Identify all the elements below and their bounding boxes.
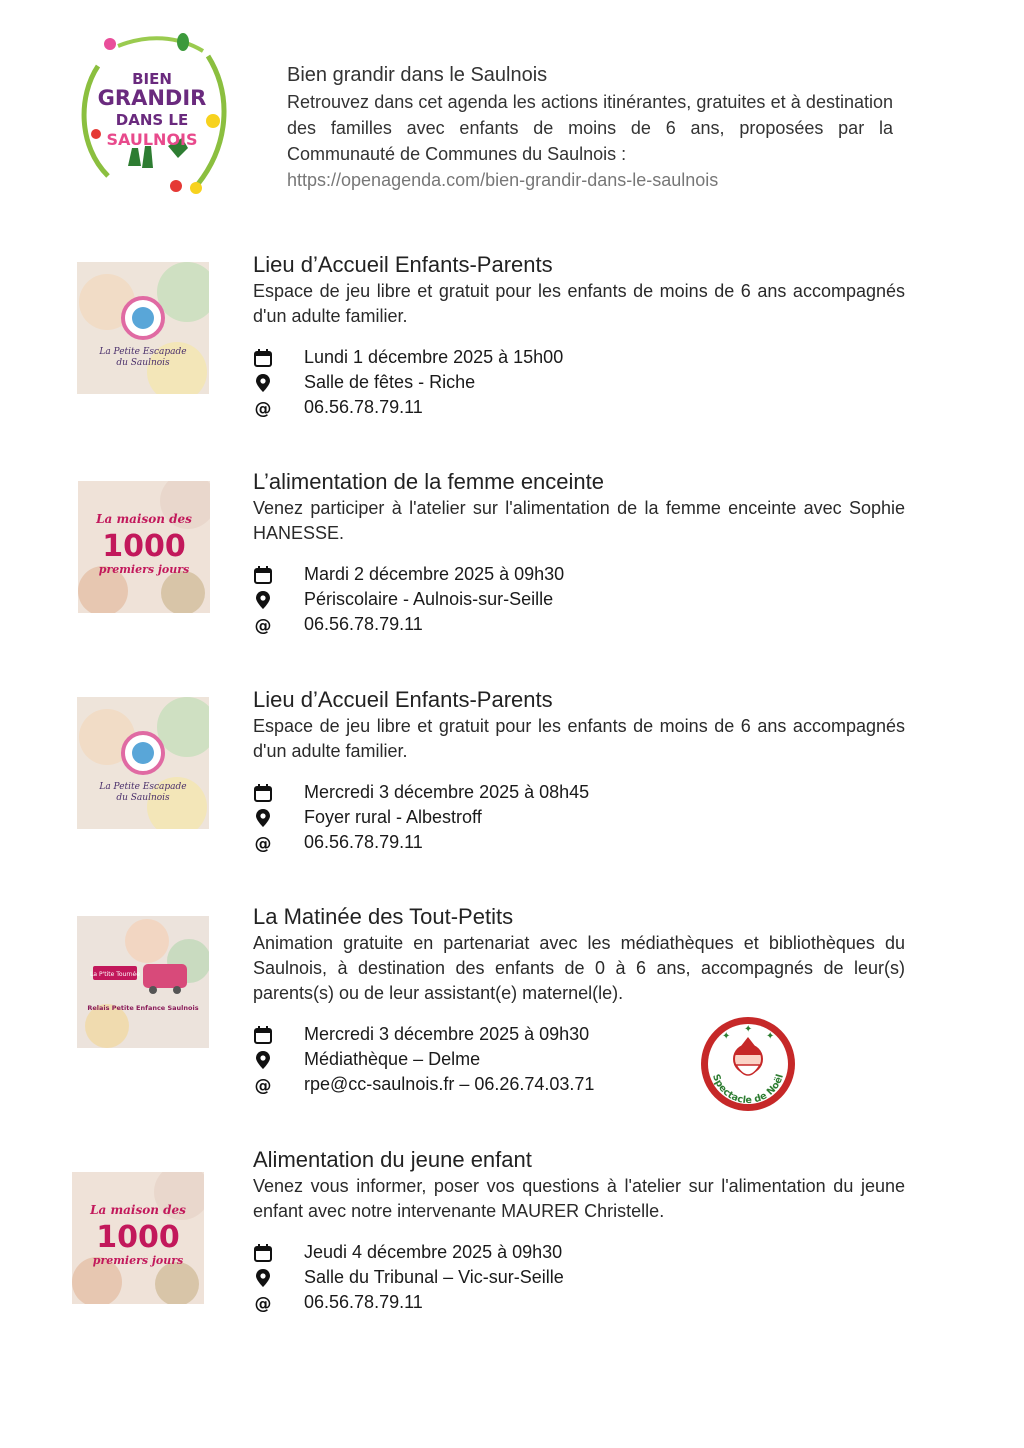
ptite-tournee-thumbnail: [77, 916, 209, 1048]
laep-thumbnail: [77, 262, 209, 394]
event-contact: 06.56.78.79.11: [304, 1292, 423, 1312]
svg-text:1000: 1000: [96, 1220, 180, 1255]
svg-text:1000: 1000: [102, 529, 186, 564]
logo-text-2: GRANDIR: [97, 86, 207, 110]
event-place: Foyer rural - Albestroff: [304, 807, 482, 827]
svg-text:La maison des: La maison des: [96, 512, 192, 526]
event-place: Périscolaire - Aulnois-sur-Seille: [304, 589, 554, 609]
event-place: Salle du Tribunal – Vic-sur-Seille: [304, 1267, 564, 1287]
svg-text:La Petite Escapade: La Petite Escapade: [99, 782, 187, 792]
map-pin-icon: [253, 590, 273, 610]
map-pin-icon: [253, 1268, 273, 1288]
event-title: Alimentation du jeune enfant: [253, 1147, 532, 1172]
event-description: Animation gratuite en partenariat avec les médiathèques et bibliothèques du Saulnois, à destination des enfants de 0 à 6 ans, accompagnés de leur(s) parents(s) ou de leur assistant(e) maternel(le).: [253, 933, 905, 1003]
logo-text-4: SAULNOIS: [106, 130, 198, 149]
svg-text:✦: ✦: [744, 1024, 753, 1035]
event-contact: 06.56.78.79.11: [304, 614, 423, 634]
event-description: Venez participer à l'atelier sur l'alimentation de la femme enceinte avec Sophie HANESSE.: [253, 498, 905, 543]
event-contact: 06.56.78.79.11: [304, 397, 423, 417]
map-pin-icon: [253, 808, 273, 828]
agenda-url-link[interactable]: https://openagenda.com/bien-grandir-dans-le-saulnois: [287, 170, 719, 190]
svg-text:@: @: [254, 834, 272, 853]
at-sign-icon: [253, 833, 273, 853]
agenda-title: Bien grandir dans le Saulnois: [287, 64, 548, 86]
event-title: La Matinée des Tout-Petits: [253, 904, 514, 929]
maison-1000-jours-thumbnail: [78, 481, 210, 613]
at-sign-icon: [253, 615, 273, 635]
at-sign-icon: [253, 1075, 273, 1095]
agenda-intro: Retrouvez dans cet agenda les actions itinérantes, gratuites et à destination des familles avec enfants de moins de 6 ans, proposées par la Communauté de Communes du Saulnois :: [287, 92, 893, 164]
intro-block: [287, 62, 893, 193]
event-date: Jeudi 4 décembre 2025 à 09h30: [304, 1242, 563, 1262]
event-title: L’alimentation de la femme enceinte: [253, 469, 604, 494]
event-contact: 06.56.78.79.11: [304, 832, 423, 852]
event-date: Mercredi 3 décembre 2025 à 08h45: [304, 782, 590, 802]
badge-text: Spectacle de Noël: [709, 1072, 786, 1107]
logo-text-3: DANS LE: [115, 111, 189, 129]
svg-text:@: @: [254, 1294, 272, 1313]
calendar-icon: [253, 1025, 273, 1045]
svg-text:✦: ✦: [722, 1031, 731, 1042]
svg-text:du Saulnois: du Saulnois: [116, 793, 170, 803]
calendar-icon: [253, 783, 273, 803]
calendar-icon: [253, 348, 273, 368]
calendar-icon: [253, 565, 273, 585]
event-date: Mercredi 3 décembre 2025 à 09h30: [304, 1024, 590, 1044]
svg-text:✦: ✦: [766, 1031, 775, 1042]
event-contact[interactable]: rpe@cc-saulnois.fr – 06.26.74.03.71: [304, 1074, 595, 1094]
at-sign-icon: [253, 1293, 273, 1313]
bien-grandir-logo: [58, 26, 246, 204]
map-pin-icon: [253, 1050, 273, 1070]
event-info: [253, 1240, 713, 1315]
svg-text:Relais Petite Enfance Saulnois: Relais Petite Enfance Saulnois: [87, 1004, 199, 1012]
svg-text:@: @: [254, 1076, 272, 1095]
svg-text:premiers jours: premiers jours: [98, 563, 190, 576]
maison-1000-jours-thumbnail: [72, 1172, 204, 1304]
event-title: Lieu d’Accueil Enfants-Parents: [253, 252, 553, 277]
event-info: [253, 780, 713, 855]
calendar-icon: [253, 1243, 273, 1263]
event-description: Espace de jeu libre et gratuit pour les enfants de moins de 6 ans accompagnés d'un adulte familier.: [253, 716, 905, 761]
at-sign-icon: [253, 398, 273, 418]
event-description: Venez vous informer, poser vos questions à l'atelier sur l'alimentation du jeune enfant avec notre intervenante MAURER Christelle.: [253, 1176, 905, 1221]
svg-text:La Petite Escapade: La Petite Escapade: [99, 347, 187, 357]
logo-text-1: BIEN: [132, 70, 172, 88]
event-date: Mardi 2 décembre 2025 à 09h30: [304, 564, 565, 584]
svg-text:@: @: [254, 399, 272, 418]
event-place: Médiathèque – Delme: [304, 1049, 481, 1069]
svg-text:premiers jours: premiers jours: [92, 1254, 184, 1267]
map-pin-icon: [253, 373, 273, 393]
svg-text:La P'tite Tournée: La P'tite Tournée: [90, 971, 140, 978]
svg-text:du Saulnois: du Saulnois: [116, 358, 170, 368]
event-info: [253, 1022, 713, 1097]
event-title: Lieu d’Accueil Enfants-Parents: [253, 687, 553, 712]
spectacle-de-noel-badge: [698, 1015, 798, 1113]
event-place: Salle de fêtes - Riche: [304, 372, 476, 392]
event-description: Espace de jeu libre et gratuit pour les enfants de moins de 6 ans accompagnés d'un adulte familier.: [253, 281, 905, 326]
svg-text:La maison des: La maison des: [90, 1203, 186, 1217]
svg-text:@: @: [254, 616, 272, 635]
event-info: [253, 345, 713, 420]
event-date: Lundi 1 décembre 2025 à 15h00: [304, 347, 564, 367]
event-info: [253, 562, 713, 637]
laep-thumbnail: [77, 697, 209, 829]
